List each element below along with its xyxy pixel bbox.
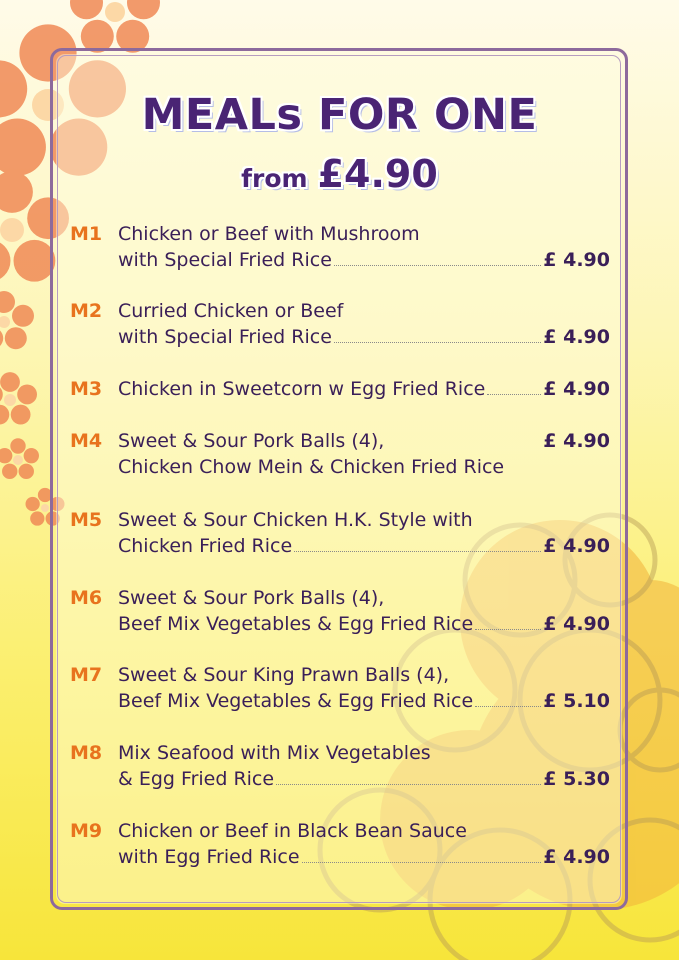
item-description: Beef Mix Vegetables & Egg Fried Rice (118, 613, 474, 635)
dot-leader (334, 342, 541, 343)
item-description: Mix Seafood with Mix Vegetables (118, 742, 431, 764)
item-code: M4 (70, 430, 103, 452)
item-price: £ 4.90 (543, 249, 610, 271)
item-description: Chicken or Beef in Black Bean Sauce (118, 820, 467, 842)
item-price: £ 4.90 (543, 378, 610, 400)
item-code: M2 (70, 300, 103, 322)
dot-leader (294, 551, 541, 552)
subtitle-price: £4.90 (317, 152, 438, 196)
item-description: Chicken Fried Rice (118, 535, 293, 557)
item-description: Chicken or Beef with Mushroom (118, 223, 420, 245)
item-description: Curried Chicken or Beef (118, 300, 344, 322)
dot-leader (475, 706, 541, 707)
dot-leader (276, 784, 541, 785)
item-code: M6 (70, 587, 103, 609)
dot-leader (475, 629, 541, 630)
item-description: Chicken in Sweetcorn w Egg Fried Rice (118, 378, 486, 400)
item-price: £ 4.90 (543, 613, 610, 635)
item-description: Sweet & Sour Pork Balls (4), (118, 430, 385, 452)
dot-leader (334, 265, 541, 266)
item-price: £ 5.30 (543, 768, 610, 790)
item-price: £ 4.90 (543, 326, 610, 348)
dot-leader (302, 862, 542, 863)
item-description: Sweet & Sour Pork Balls (4), (118, 587, 385, 609)
item-description: Chicken Chow Mein & Chicken Fried Rice (118, 456, 505, 478)
item-description: with Egg Fried Rice (118, 846, 300, 868)
item-description: Sweet & Sour Chicken H.K. Style with (118, 509, 473, 531)
item-description: & Egg Fried Rice (118, 768, 275, 790)
page-subtitle (0, 152, 679, 196)
item-code: M9 (70, 820, 103, 842)
item-price: £ 5.10 (543, 690, 610, 712)
item-code: M8 (70, 742, 103, 764)
item-description: Beef Mix Vegetables & Egg Fried Rice (118, 690, 474, 712)
item-description: Sweet & Sour King Prawn Balls (4), (118, 664, 450, 686)
subtitle-prefix: from (241, 164, 308, 193)
item-code: M3 (70, 378, 103, 400)
item-price: £ 4.90 (543, 535, 610, 557)
dot-leader (487, 394, 541, 395)
item-price: £ 4.90 (543, 430, 610, 452)
item-code: M1 (70, 223, 103, 245)
item-description: with Special Fried Rice (118, 326, 332, 348)
item-code: M7 (70, 664, 103, 686)
item-description: with Special Fried Rice (118, 249, 332, 271)
item-price: £ 4.90 (543, 846, 610, 868)
page-title: MEALs FOR ONE (141, 90, 538, 140)
item-code: M5 (70, 509, 103, 531)
